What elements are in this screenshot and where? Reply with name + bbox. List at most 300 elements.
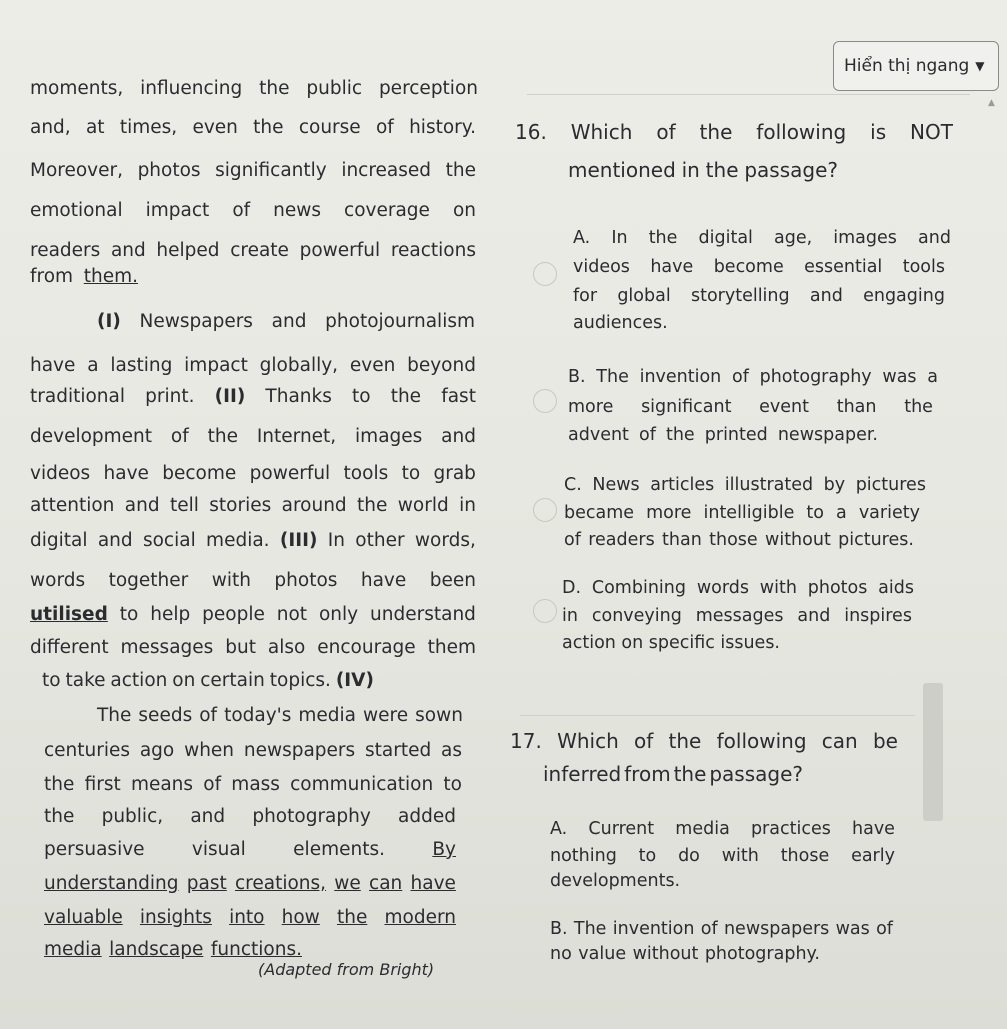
- option-word: those: [780, 846, 830, 866]
- option-word: of: [564, 530, 581, 550]
- passage-word: Thanks: [265, 386, 332, 407]
- passage-word: means: [130, 774, 194, 795]
- passage-word: the: [445, 160, 476, 181]
- passage-word: take: [65, 670, 106, 691]
- passage-word: images: [355, 426, 423, 447]
- passage-word: of: [199, 705, 218, 726]
- passage-word: were: [363, 705, 409, 726]
- passage-word: persuasive: [44, 839, 145, 860]
- option-word: nothing: [550, 846, 617, 866]
- answer-option-line[interactable]: [573, 228, 951, 248]
- passage-line: [30, 495, 476, 516]
- option-word: significant: [641, 397, 732, 417]
- answer-option-line[interactable]: [573, 257, 945, 277]
- question-word: 17.: [510, 729, 542, 753]
- question-line: [568, 158, 838, 182]
- passage-word: mass: [231, 774, 280, 795]
- passage-line: [44, 806, 456, 827]
- option-word: advent: [568, 425, 629, 445]
- passage-word: to: [352, 386, 371, 407]
- passage-word: print.: [145, 386, 195, 407]
- option-radio[interactable]: [533, 389, 557, 413]
- passage-line: [44, 939, 302, 960]
- passage-word: reactions: [390, 240, 476, 261]
- passage-word: In: [327, 530, 345, 551]
- passage-word: certain: [200, 670, 265, 691]
- passage-word: of: [232, 200, 251, 221]
- passage-word: news: [273, 200, 322, 221]
- passage-word: understanding: [44, 873, 179, 894]
- option-word: developments.: [550, 871, 681, 891]
- option-word: photos: [807, 578, 868, 598]
- passage-line: [30, 604, 476, 625]
- passage-word: have: [30, 355, 76, 376]
- passage-word: together: [108, 570, 189, 591]
- passage-word: first: [84, 774, 121, 795]
- display-mode-dropdown[interactable]: [833, 41, 999, 91]
- option-word: action: [562, 633, 616, 653]
- option-word: without: [765, 530, 831, 550]
- question-word: be: [872, 729, 898, 753]
- answer-option-line[interactable]: [564, 503, 920, 523]
- option-word: to: [638, 846, 657, 866]
- passage-word: moments,: [30, 78, 124, 99]
- passage-word: sown: [415, 705, 463, 726]
- passage-word: significantly: [215, 160, 327, 181]
- answer-option-line[interactable]: [564, 475, 926, 495]
- passage-word: readers: [30, 240, 101, 261]
- passage-word: started: [364, 740, 432, 761]
- question-word: in: [681, 158, 700, 182]
- option-word: for: [573, 286, 598, 306]
- passage-word: public: [306, 78, 363, 99]
- option-word: pictures.: [838, 530, 914, 550]
- option-word: invention: [639, 367, 722, 387]
- passage-word: coverage: [344, 200, 430, 221]
- option-word: B.: [568, 367, 586, 387]
- option-word: inspires: [844, 606, 912, 626]
- passage-word: development: [30, 426, 153, 447]
- passage-word: functions.: [210, 939, 302, 960]
- option-word: value: [578, 944, 627, 964]
- passage-line: [30, 426, 476, 447]
- passage-word: the: [44, 806, 75, 827]
- answer-option-line[interactable]: [550, 846, 895, 866]
- answer-option-line[interactable]: [573, 286, 945, 306]
- option-word: have: [650, 257, 694, 277]
- passage-word: social: [142, 530, 196, 551]
- option-radio[interactable]: [533, 498, 557, 522]
- scrollbar[interactable]: [923, 683, 943, 821]
- passage-word: creations,: [234, 873, 327, 894]
- passage-word: powerful: [249, 463, 331, 484]
- passage-line: [30, 78, 478, 99]
- answer-option-line[interactable]: [564, 530, 914, 550]
- passage-line: [30, 570, 476, 591]
- passage-word: photos: [137, 160, 201, 181]
- passage-word: powerful: [299, 240, 381, 261]
- passage-line: [42, 670, 374, 691]
- passage-word: been: [429, 570, 476, 591]
- passage-line: [30, 240, 476, 261]
- chevron-down-icon: ▼: [975, 59, 985, 73]
- passage-word: and: [441, 426, 476, 447]
- option-word: to: [806, 503, 824, 523]
- option-word: readers: [588, 530, 655, 550]
- passage-line: [44, 839, 456, 860]
- passage-word: past: [186, 873, 227, 894]
- option-word: photography.: [704, 944, 820, 964]
- passage-word: to: [119, 604, 139, 625]
- option-word: of: [876, 919, 893, 939]
- option-word: the: [904, 397, 933, 417]
- passage-word: tools: [343, 463, 389, 484]
- question-line: [510, 729, 898, 753]
- answer-option-line[interactable]: [573, 313, 690, 333]
- option-word: the: [648, 228, 678, 248]
- passage-word: and,: [30, 117, 71, 138]
- passage-word: even: [192, 117, 238, 138]
- passage-word: and: [190, 806, 226, 827]
- passage-word: Newspapers: [139, 311, 253, 332]
- option-word: issues.: [720, 633, 780, 653]
- passage-word: tell: [169, 495, 199, 516]
- question-word: of: [634, 729, 654, 753]
- option-word: of: [700, 919, 718, 939]
- passage-word: on: [452, 200, 476, 221]
- option-word: B.: [550, 919, 568, 939]
- passage-word: landscape: [109, 939, 204, 960]
- option-word: photography: [759, 367, 872, 387]
- divider: [520, 715, 915, 716]
- passage-word: the: [357, 495, 388, 516]
- option-word: than: [662, 530, 702, 550]
- passage-line: [30, 637, 476, 658]
- option-word: was: [835, 919, 870, 939]
- passage-line: [44, 740, 462, 761]
- option-word: specific: [648, 633, 715, 653]
- option-word: videos: [573, 257, 630, 277]
- passage-word: digital: [30, 530, 88, 551]
- passage-word: ago: [139, 740, 175, 761]
- passage-word: and: [124, 495, 160, 516]
- passage-word: also: [267, 637, 306, 658]
- option-word: a: [927, 367, 938, 387]
- passage-word: added: [398, 806, 456, 827]
- option-word: was: [882, 367, 917, 387]
- option-word: of: [732, 367, 749, 387]
- passage-word: can: [369, 873, 403, 894]
- passage-line: [44, 907, 456, 928]
- option-word: age,: [774, 228, 813, 248]
- passage-word: become: [162, 463, 237, 484]
- passage-word: influencing: [140, 78, 243, 99]
- option-word: illustrated: [724, 475, 814, 495]
- divider: [527, 94, 970, 95]
- passage-word: videos: [30, 463, 91, 484]
- answer-option-line[interactable]: [562, 633, 780, 653]
- passage-word: around: [281, 495, 347, 516]
- question-word: the: [668, 729, 702, 753]
- passage-word: media: [44, 939, 102, 960]
- passage-word: lasting: [110, 355, 173, 376]
- passage-line: [30, 530, 476, 551]
- option-word: in: [562, 606, 578, 626]
- passage-word: centuries: [44, 740, 131, 761]
- answer-option-line[interactable]: [568, 425, 878, 445]
- option-word: The: [573, 919, 607, 939]
- passage-word: visual: [191, 839, 246, 860]
- passage-word: photojournalism: [325, 311, 475, 332]
- passage-word: to: [443, 774, 462, 795]
- display-mode-label: Hiển thị ngang: [844, 56, 970, 76]
- option-word: more: [568, 397, 614, 417]
- passage-word: seeds: [138, 705, 193, 726]
- passage-word: of: [203, 774, 222, 795]
- passage-word: action: [110, 670, 168, 691]
- passage-line: [30, 355, 476, 376]
- questions-column: [505, 0, 1005, 1029]
- passage-word: media.: [206, 530, 270, 551]
- option-word: A.: [573, 228, 591, 248]
- question-word: NOT: [910, 120, 953, 144]
- option-word: articles: [650, 475, 715, 495]
- option-word: intelligible: [703, 503, 795, 523]
- option-word: words: [696, 578, 749, 598]
- passage-word: help: [150, 604, 191, 625]
- passage-word: of: [170, 426, 189, 447]
- passage-word: increased: [341, 160, 432, 181]
- passage-word: today's: [224, 705, 292, 726]
- question-word: passage?: [744, 158, 838, 182]
- option-word: News: [592, 475, 640, 495]
- option-word: Current: [588, 819, 655, 839]
- option-word: of: [639, 425, 656, 445]
- option-word: global: [617, 286, 671, 306]
- option-word: with: [721, 846, 759, 866]
- option-word: a: [836, 503, 847, 523]
- answer-option-line[interactable]: [562, 606, 912, 626]
- passage-word: media: [298, 705, 357, 726]
- option-word: images: [833, 228, 897, 248]
- passage-word: to: [42, 670, 61, 691]
- passage-word: have: [360, 570, 407, 591]
- passage-word: history.: [409, 117, 476, 138]
- option-word: conveying: [591, 606, 682, 626]
- passage-word: grab: [433, 463, 476, 484]
- option-word: and: [797, 606, 831, 626]
- passage-word: understand: [370, 604, 476, 625]
- question-word: following: [756, 120, 847, 144]
- passage-credit: (Adapted from Bright): [258, 960, 435, 979]
- question-word: can: [821, 729, 858, 753]
- option-word: invention: [612, 919, 695, 939]
- option-word: media: [675, 819, 730, 839]
- passage-word: attention: [30, 495, 115, 516]
- question-word: is: [870, 120, 887, 144]
- option-word: no: [550, 944, 572, 964]
- passage-word: photos: [274, 570, 338, 591]
- question-word: Which: [557, 729, 619, 753]
- passage-line: [30, 200, 476, 221]
- option-word: newspaper.: [777, 425, 878, 445]
- answer-option-line[interactable]: [568, 367, 938, 387]
- option-word: A.: [550, 819, 568, 839]
- passage-word: (I): [97, 311, 121, 332]
- passage-word: when: [184, 740, 235, 761]
- question-word: of: [656, 120, 676, 144]
- passage-word: world: [397, 495, 449, 516]
- option-radio[interactable]: [533, 599, 557, 623]
- passage-word: on: [172, 670, 196, 691]
- option-word: pictures: [855, 475, 926, 495]
- question-word: mentioned: [568, 158, 676, 182]
- option-word: early: [851, 846, 895, 866]
- option-word: Combining: [591, 578, 686, 598]
- passage-word: The: [97, 705, 132, 726]
- passage-word: as: [441, 740, 462, 761]
- option-word: practices: [750, 819, 831, 839]
- option-word: and: [918, 228, 951, 248]
- option-word: aids: [878, 578, 914, 598]
- option-word: engaging: [863, 286, 945, 306]
- passage-word: modern: [384, 907, 456, 928]
- passage-word: not: [276, 604, 308, 625]
- option-word: tools: [902, 257, 945, 277]
- option-word: on: [621, 633, 644, 653]
- option-word: without: [632, 944, 699, 964]
- passage-line: [30, 266, 138, 287]
- passage-word: globally,: [259, 355, 339, 376]
- option-radio[interactable]: [533, 262, 557, 286]
- passage-line: [30, 386, 476, 407]
- option-word: variety: [858, 503, 920, 523]
- passage-line: [30, 463, 476, 484]
- passage-word: create: [230, 240, 289, 261]
- passage-word: (IV): [335, 670, 374, 691]
- option-word: printed: [704, 425, 768, 445]
- option-word: essential: [804, 257, 883, 277]
- passage-word: emotional: [30, 200, 123, 221]
- passage-word: we: [334, 873, 361, 894]
- passage-word: impact: [145, 200, 210, 221]
- question-word: following: [716, 729, 807, 753]
- option-word: became: [564, 503, 635, 523]
- passage-word: them.: [83, 266, 138, 287]
- passage-word: insights: [139, 907, 212, 928]
- passage-word: times,: [119, 117, 178, 138]
- passage-word: and: [110, 240, 146, 261]
- passage-word: fast: [441, 386, 476, 407]
- question-word: inferred: [543, 762, 622, 786]
- passage-column: [0, 0, 500, 1029]
- question-word: 16.: [515, 120, 547, 144]
- option-word: than: [836, 397, 877, 417]
- option-word: digital: [698, 228, 753, 248]
- answer-option-line[interactable]: [550, 919, 893, 939]
- passage-word: public,: [101, 806, 164, 827]
- option-word: and: [809, 286, 843, 306]
- option-word: storytelling: [690, 286, 790, 306]
- passage-word: have: [410, 873, 456, 894]
- passage-word: of: [375, 117, 394, 138]
- passage-word: (II): [214, 386, 246, 407]
- passage-word: at: [85, 117, 105, 138]
- passage-word: helped: [156, 240, 220, 261]
- passage-word: into: [229, 907, 265, 928]
- passage-word: By: [432, 839, 456, 860]
- question-word: the: [705, 158, 739, 182]
- passage-word: how: [281, 907, 320, 928]
- question-word: the: [673, 762, 707, 786]
- passage-word: communication: [290, 774, 434, 795]
- option-word: do: [678, 846, 700, 866]
- passage-word: (III): [279, 530, 318, 551]
- option-word: In: [611, 228, 628, 248]
- option-word: the: [665, 425, 695, 445]
- passage-word: Moreover,: [30, 160, 123, 181]
- passage-word: even: [349, 355, 396, 376]
- scroll-up-icon[interactable]: ▲: [988, 98, 995, 108]
- passage-line: [97, 311, 475, 332]
- passage-word: beyond: [407, 355, 476, 376]
- passage-word: words,: [414, 530, 476, 551]
- passage-word: only: [318, 604, 359, 625]
- option-word: become: [713, 257, 784, 277]
- question-word: from: [624, 762, 671, 786]
- passage-word: the: [390, 386, 422, 407]
- passage-word: and: [271, 311, 307, 332]
- passage-word: the: [253, 117, 284, 138]
- answer-option-line[interactable]: [562, 578, 914, 598]
- passage-word: course: [298, 117, 361, 138]
- option-word: by: [823, 475, 846, 495]
- answer-option-line[interactable]: [550, 819, 895, 839]
- passage-word: from: [30, 266, 74, 287]
- passage-word: messages: [120, 637, 214, 658]
- passage-word: stories: [209, 495, 272, 516]
- passage-word: with: [211, 570, 251, 591]
- passage-word: the: [336, 907, 368, 928]
- passage-word: valuable: [44, 907, 123, 928]
- option-word: have: [852, 819, 895, 839]
- passage-word: newspapers: [243, 740, 356, 761]
- passage-word: in: [459, 495, 476, 516]
- passage-word: to: [401, 463, 421, 484]
- option-word: event: [759, 397, 809, 417]
- option-word: newspapers: [723, 919, 830, 939]
- answer-option-line[interactable]: [550, 944, 820, 964]
- passage-line: [30, 160, 476, 181]
- option-word: with: [759, 578, 797, 598]
- question-word: the: [699, 120, 733, 144]
- option-word: D.: [562, 578, 582, 598]
- passage-line: [44, 774, 462, 795]
- option-word: C.: [564, 475, 582, 495]
- passage-word: traditional: [30, 386, 125, 407]
- question-line: [543, 762, 803, 786]
- option-word: messages: [695, 606, 784, 626]
- answer-option-line[interactable]: [568, 397, 933, 417]
- passage-word: and: [97, 530, 133, 551]
- passage-word: photography: [252, 806, 371, 827]
- answer-option-line[interactable]: [550, 871, 681, 891]
- passage-word: perception: [378, 78, 478, 99]
- passage-word: people: [202, 604, 265, 625]
- passage-word: Internet,: [256, 426, 337, 447]
- passage-word: other: [355, 530, 405, 551]
- question-word: Which: [570, 120, 633, 144]
